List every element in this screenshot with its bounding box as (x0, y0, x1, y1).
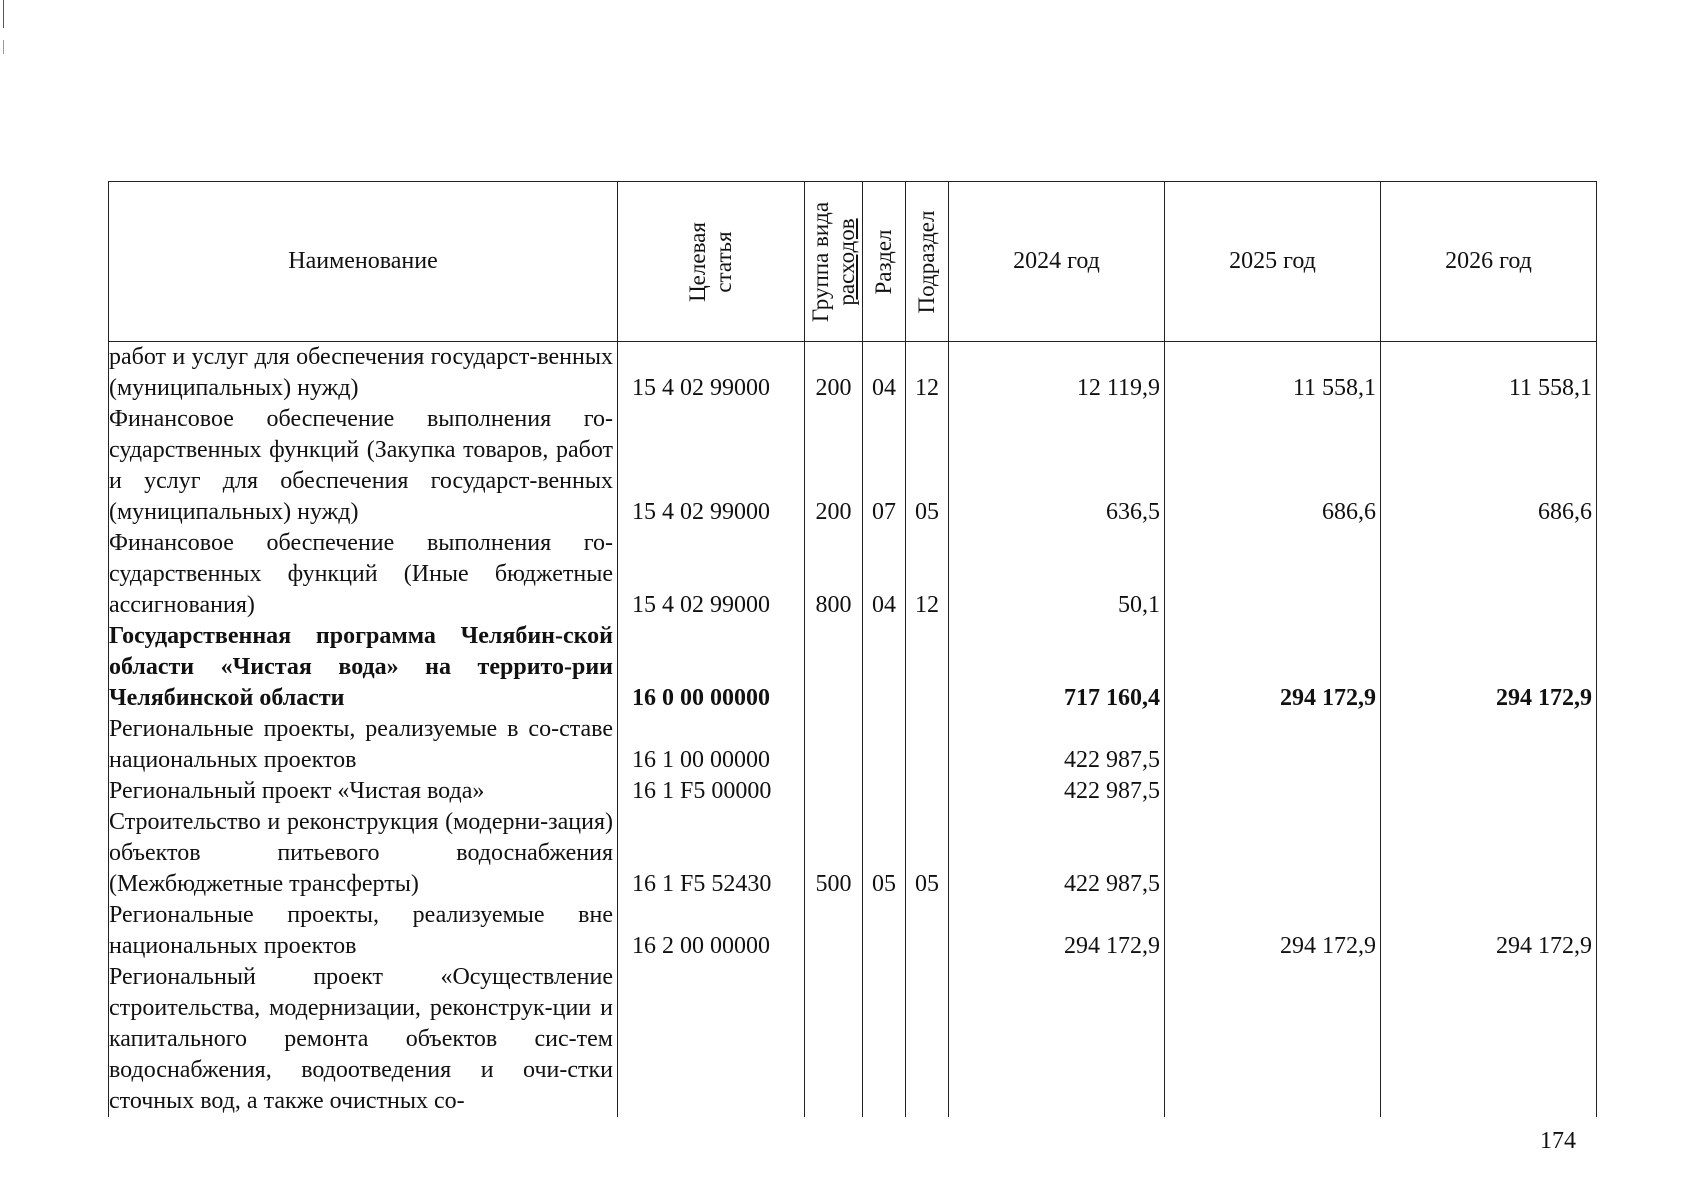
row-name: Региональные проекты, реализуемые в со-ставе национальных проектов (109, 714, 618, 776)
table-row (109, 714, 1597, 776)
row-razdel: 04 (863, 342, 906, 405)
table-row (109, 528, 1597, 621)
row-podrazdel: 05 (906, 807, 949, 900)
row-razdel (863, 621, 906, 714)
budget-table-container (108, 181, 1596, 1117)
table-body (109, 342, 1597, 1118)
row-value-2025 (1165, 962, 1381, 1117)
table-row (109, 807, 1597, 900)
header-2024: 2024 год (949, 182, 1165, 342)
row-value-2024: 294 172,9 (949, 900, 1165, 962)
row-value-2025 (1165, 528, 1381, 621)
row-group (805, 776, 863, 807)
row-podrazdel (906, 714, 949, 776)
table-row (109, 776, 1597, 807)
row-code: 15 4 02 99000 (618, 404, 805, 528)
row-razdel (863, 962, 906, 1117)
row-value-2025: 11 558,1 (1165, 342, 1381, 405)
scan-margin-mark (3, 40, 4, 54)
row-value-2026 (1381, 962, 1597, 1117)
header-group-line2: расходов (833, 217, 859, 306)
row-value-2026: 11 558,1 (1381, 342, 1597, 405)
row-code: 16 1 00 00000 (618, 714, 805, 776)
row-name: Региональные проекты, реализуемые вне национальных проектов (109, 900, 618, 962)
row-value-2024: 50,1 (949, 528, 1165, 621)
row-group (805, 714, 863, 776)
table-row (109, 621, 1597, 714)
row-code (618, 962, 805, 1117)
row-value-2024: 12 119,9 (949, 342, 1165, 405)
row-value-2026: 294 172,9 (1381, 900, 1597, 962)
row-code: 15 4 02 99000 (618, 342, 805, 405)
row-value-2024: 422 987,5 (949, 776, 1165, 807)
row-razdel (863, 900, 906, 962)
row-razdel: 07 (863, 404, 906, 528)
scan-margin-mark (3, 0, 4, 28)
header-razdel-text: Раздел (871, 228, 896, 295)
header-2026: 2026 год (1381, 182, 1597, 342)
row-group (805, 900, 863, 962)
row-group: 800 (805, 528, 863, 621)
row-group: 200 (805, 404, 863, 528)
row-podrazdel: 12 (906, 342, 949, 405)
row-value-2025 (1165, 807, 1381, 900)
row-podrazdel (906, 776, 949, 807)
row-name: Финансовое обеспечение выполнения го-сударственных функций (Иные бюджетные ассигнования) (109, 528, 618, 621)
row-code: 15 4 02 99000 (618, 528, 805, 621)
header-name: Наименование (109, 182, 618, 342)
row-name: Строительство и реконструкция (модерни-зация) объектов питьевого водоснабжения (Межбюджетные трансферты) (109, 807, 618, 900)
row-podrazdel: 12 (906, 528, 949, 621)
header-code-line2: статья (711, 230, 736, 293)
row-value-2025 (1165, 714, 1381, 776)
row-code: 16 1 F5 00000 (618, 776, 805, 807)
row-podrazdel (906, 962, 949, 1117)
header-podrazdel-text: Подраздел (914, 210, 939, 313)
table-row (109, 962, 1597, 1117)
table-header (109, 182, 1597, 342)
row-code: 16 1 F5 52430 (618, 807, 805, 900)
row-name: работ и услуг для обеспечения государст-венных (муниципальных) нужд) (109, 342, 618, 405)
row-code: 16 0 00 00000 (618, 621, 805, 714)
row-value-2025: 294 172,9 (1165, 621, 1381, 714)
row-razdel (863, 776, 906, 807)
row-code: 16 2 00 00000 (618, 900, 805, 962)
row-value-2026 (1381, 528, 1597, 621)
header-group (805, 182, 863, 342)
row-razdel: 04 (863, 528, 906, 621)
page-number: 174 (1540, 1128, 1576, 1154)
row-podrazdel: 05 (906, 404, 949, 528)
row-group (805, 621, 863, 714)
header-code-line1: Целевая (685, 221, 710, 302)
row-value-2026: 294 172,9 (1381, 621, 1597, 714)
row-group (805, 962, 863, 1117)
header-razdel (863, 182, 906, 342)
row-podrazdel (906, 621, 949, 714)
header-code (618, 182, 805, 342)
row-value-2026 (1381, 807, 1597, 900)
row-name: Финансовое обеспечение выполнения го-сударственных функций (Закупка товаров, работ и услуг для обеспечения государст-венных (муниципальных) нужд) (109, 404, 618, 528)
header-podrazdel (906, 182, 949, 342)
row-name: Государственная программа Челябин-ской области «Чистая вода» на террито-рии Челябинской области (109, 621, 618, 714)
row-value-2024: 717 160,4 (949, 621, 1165, 714)
row-razdel (863, 714, 906, 776)
row-value-2025 (1165, 776, 1381, 807)
row-value-2024: 422 987,5 (949, 807, 1165, 900)
row-value-2026 (1381, 714, 1597, 776)
row-value-2025: 686,6 (1165, 404, 1381, 528)
row-value-2026: 686,6 (1381, 404, 1597, 528)
table-row (109, 342, 1597, 405)
header-2025: 2025 год (1165, 182, 1381, 342)
row-podrazdel (906, 900, 949, 962)
budget-table (108, 181, 1597, 1117)
row-name: Региональный проект «Осуществление строительства, модернизации, реконструк-ции и капитального ремонта объектов сис-тем водоснабжения, водоотведения и очи-стки сточных вод, а также очистных со- (109, 962, 618, 1117)
row-value-2024 (949, 962, 1165, 1117)
row-value-2024: 636,5 (949, 404, 1165, 528)
row-group: 500 (805, 807, 863, 900)
row-name: Региональный проект «Чистая вода» (109, 776, 618, 807)
header-group-line1: Группа вида (807, 201, 833, 322)
row-value-2024: 422 987,5 (949, 714, 1165, 776)
row-group: 200 (805, 342, 863, 405)
table-row (109, 900, 1597, 962)
row-value-2025: 294 172,9 (1165, 900, 1381, 962)
row-razdel: 05 (863, 807, 906, 900)
row-value-2026 (1381, 776, 1597, 807)
table-row (109, 404, 1597, 528)
